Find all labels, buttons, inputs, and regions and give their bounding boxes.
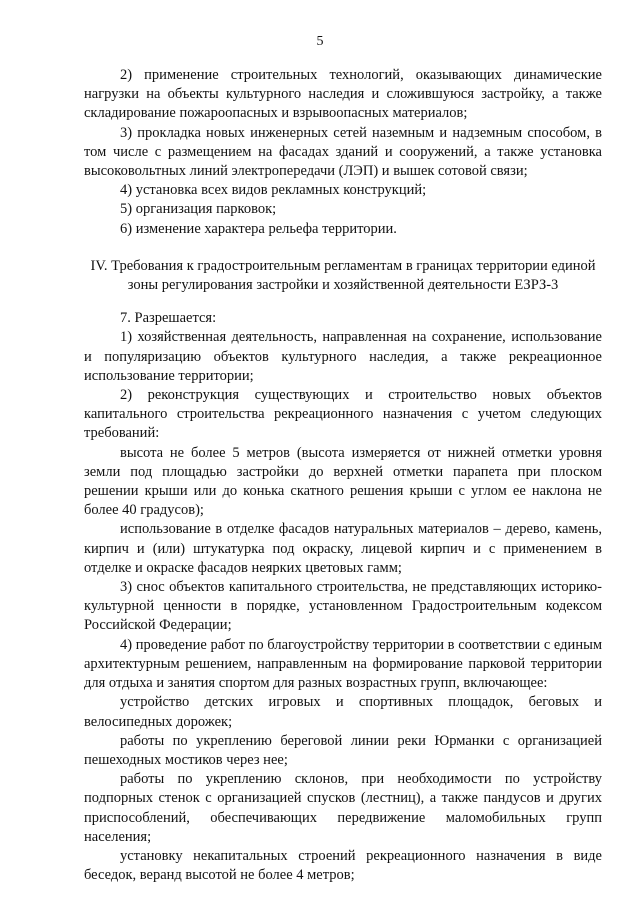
paragraph: 1) хозяйственная деятельность, направленная на сохранение, использование и популяризацию объектов культурного наследия, а также рекреационное использование территории; <box>84 329 602 384</box>
paragraph: 7. Разрешается: <box>120 310 217 327</box>
paragraph: работы по укреплению склонов, при необходимости по устройству подпорных стенок с организацией спусков (лестниц), а также пандусов и других приспособлений, обеспечивающих передвижение маломобильных групп населения; <box>84 771 602 845</box>
paragraph: высота не более 5 метров (высота измеряется от нижней отметки уровня земли под площадью застройки до верхней отметки парапета при плоском решении крыши или до конька скатного решения крыши с углом ее наклона не более 40 градусов); <box>84 444 602 519</box>
document-body <box>84 66 602 885</box>
paragraph: 4) установка всех видов рекламных конструкций; <box>120 182 427 199</box>
paragraph: устройство детских игровых и спортивных площадок, беговых и велосипедных дорожек; <box>84 694 602 730</box>
paragraph: 6) изменение характера рельефа территории. <box>120 220 397 237</box>
paragraph: работы по укреплению береговой линии реки Юрманки с организацией пешеходных мостиков через нее; <box>84 732 602 768</box>
paragraph: 3) прокладка новых инженерных сетей наземным и надземным способом, в том числе с размещением на фасадах зданий и сооружений, а также установка высоковольтных линий электропередачи (ЛЭП) и вышек сотовой связи; <box>84 124 602 180</box>
paragraph: 5) организация парковок; <box>120 201 277 218</box>
paragraph: использование в отделке фасадов натуральных материалов – дерево, камень, кирпич и (или) штукатурка под окраску, лицевой кирпич и с применением в отделке и окраске фасадов неярких цветовых гамм; <box>84 521 602 576</box>
page-number: 5 <box>316 34 324 49</box>
paragraph: 2) реконструкция существующих и строительство новых объектов капитального строительства рекреационного назначения с учетом следующих требований: <box>84 387 602 442</box>
paragraph: 2) применение строительных технологий, оказывающих динамические нагрузки на объекты культурного наследия и сложившуюся застройку, а также складирование пожароопасных и взрывоопасных материалов; <box>84 67 602 122</box>
paragraph: 4) проведение работ по благоустройству территории в соответствии с единым архитектурным решением, направленным на формирование парковой территории для отдыха и занятия спортом для разных возрастных групп, включающее: <box>84 636 602 692</box>
section-heading: IV. Требования к градостроительным регламентам в границах территории единой зоны регулирования застройки и хозяйственной деятельности ЕЗРЗ-3 <box>90 257 596 294</box>
paragraph: 3) снос объектов капитального строительства, не представляющих историко-культурной ценности в порядке, установленном Градостроительным кодексом Российской Федерации; <box>84 579 602 634</box>
paragraph: установку некапитальных строений рекреационного назначения в виде беседок, веранд высотой не более 4 метров; <box>84 847 602 884</box>
